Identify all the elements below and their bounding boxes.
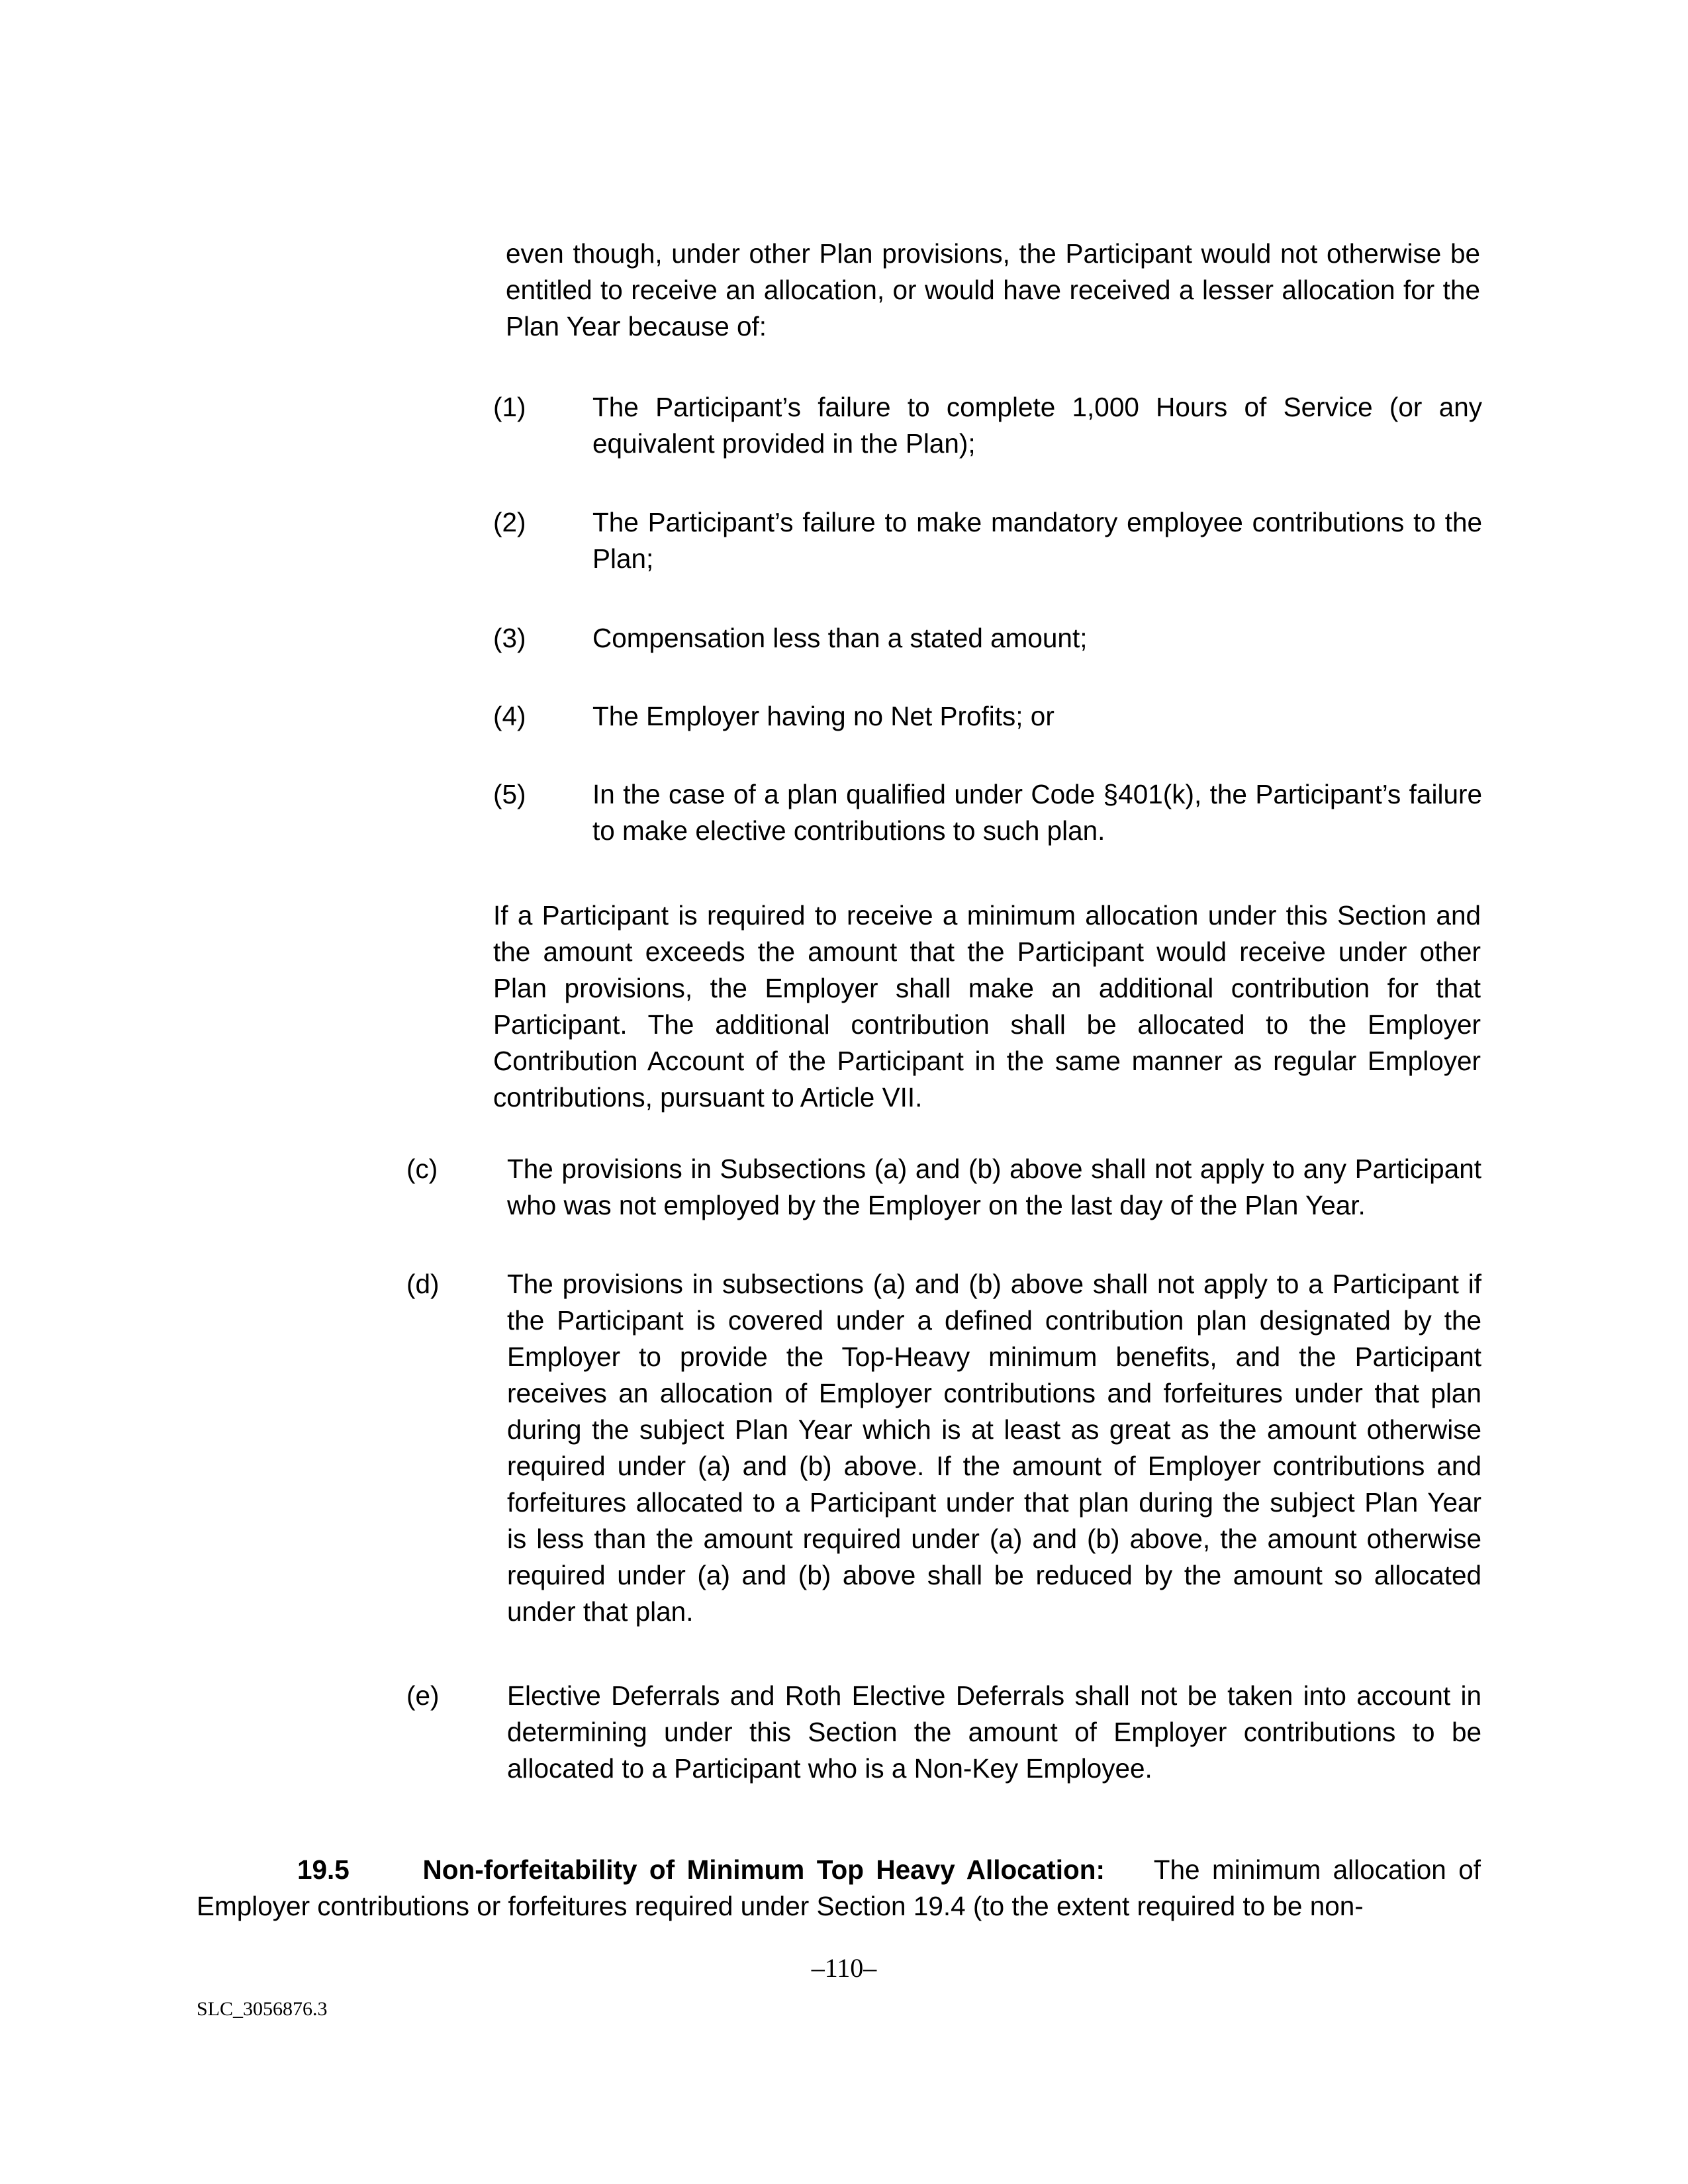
item-label: (d) bbox=[406, 1269, 440, 1299]
section-19-5 bbox=[197, 1852, 1481, 1925]
item-label: (4) bbox=[493, 701, 526, 731]
item-label: (2) bbox=[493, 507, 526, 537]
item-text: The provisions in Subsections (a) and (b) above shall not apply to any Participant who was not employed by the Employer on the last day of the Plan Year. bbox=[507, 1154, 1481, 1220]
item-label: (3) bbox=[493, 623, 526, 653]
section-title: Non-forfeitability of Minimum Top Heavy Allocation: bbox=[422, 1854, 1105, 1885]
item-label: (c) bbox=[406, 1154, 438, 1184]
item-label: (e) bbox=[406, 1680, 440, 1711]
document-id: SLC_3056876.3 bbox=[197, 1998, 328, 2020]
minimum-allocation-paragraph: If a Participant is required to receive a minimum allocation under this Section and the amount exceeds the amount that the Participant would receive under other Plan provisions, the Employer shall make an additional contribution for that Participant. The additional contribution shall be allocated to the Employer Contribution Account of the Participant in the same manner as regular Employer contributions, pursuant to Article VII. bbox=[493, 900, 1481, 1113]
section-number: 19.5 bbox=[297, 1854, 350, 1885]
item-text: The Employer having no Net Profits; or bbox=[592, 701, 1055, 731]
item-text: Compensation less than a stated amount; bbox=[592, 623, 1088, 653]
item-text: The provisions in subsections (a) and (b) above shall not apply to a Participant if the Participant is covered under a defined contribution plan designated by the Employer to provide the Top-Heavy minimum benefits, and the Participant receives an allocation of Employer contributions and forfeitures under that plan during the subject Plan Year which is at least as great as the amount otherwise required under (a) and (b) above. If the amount of Employer contributions and forfeitures allocated to a Participant under that plan during the subject Plan Year is less than the amount required under (a) and (b) above, the amount otherwise required under (a) and (b) above shall be reduced by the amount so allocated under that plan. bbox=[507, 1269, 1481, 1627]
item-text: Elective Deferrals and Roth Elective Deferrals shall not be taken into account in determining under this Section the amount of Employer contributions to be allocated to a Participant who is a Non-Key Employee. bbox=[507, 1680, 1481, 1784]
item-text: In the case of a plan qualified under Code §401(k), the Participant’s failure to make elective contributions to such plan. bbox=[592, 779, 1482, 846]
item-label: (5) bbox=[493, 779, 526, 809]
item-label: (1) bbox=[493, 392, 526, 422]
page-number: –110– bbox=[811, 1953, 877, 1983]
item-text: The Participant’s failure to make mandatory employee contributions to the Plan; bbox=[592, 507, 1482, 574]
item-text: The Participant’s failure to complete 1,000 Hours of Service (or any equivalent provided in the Plan); bbox=[592, 392, 1482, 459]
continuation-paragraph: even though, under other Plan provisions, the Participant would not otherwise be entitled to receive an allocation, or would have received a lesser allocation for the Plan Year because of: bbox=[506, 238, 1480, 341]
section-text: The minimum allocation of Employer contributions or forfeitures required under Section 19.4 (to the extent required to be non- bbox=[197, 1854, 1481, 1921]
